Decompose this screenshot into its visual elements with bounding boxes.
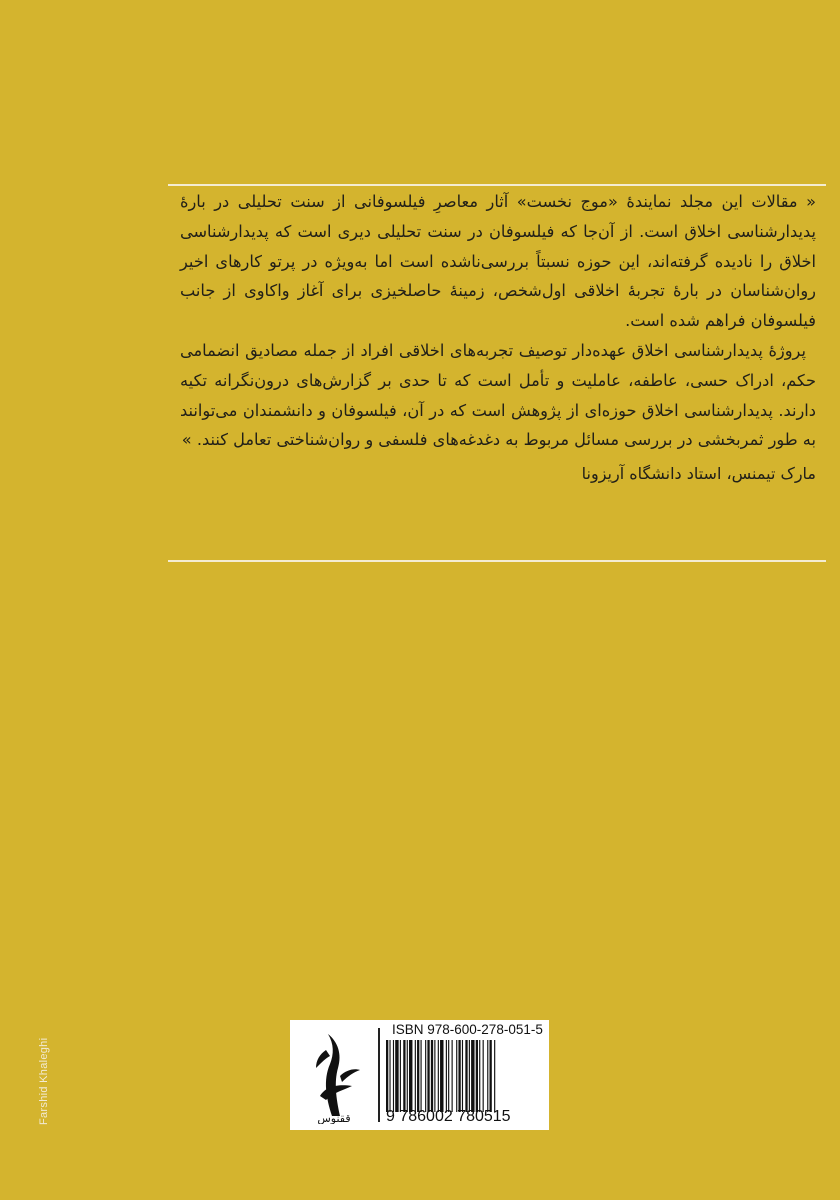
- barcode-bar: [446, 1040, 447, 1112]
- barcode-bar: [465, 1040, 467, 1112]
- barcode-bar: [427, 1040, 429, 1112]
- barcode-bar: [417, 1040, 419, 1112]
- barcode-bar: [476, 1040, 478, 1112]
- barcode-bar: [386, 1040, 388, 1112]
- bird-logo-icon: [296, 1028, 372, 1124]
- barcode-bar: [425, 1040, 426, 1112]
- blurb-paragraph-2: پروژهٔ پدیدارشناسی اخلاق عهده‌دار توصیف تجربه‌های اخلاقی افراد از جمله مصادیق انضمامی حکم، ادراک حسی، عاطفه، عاملیت و تأمل است که تا حدی بر گزارش‌های درون‌نگرانه تکیه دارند. پدیدارشناسی اخلاق حوزه‌ای از پژوهش است که در آن، فیلسوفان و دانشمندان می‌توانند به طور ثمربخشی در بررسی مسائل مربوط به دغدغه‌های فلسفی و روان‌شناختی تعامل کنند. »: [180, 340, 816, 450]
- barcode-bar: [479, 1040, 480, 1112]
- barcode-bar: [393, 1040, 394, 1112]
- designer-credit: Farshid Khaleghi: [38, 1037, 50, 1125]
- barcode-bar: [440, 1040, 443, 1112]
- barcode-bar: [494, 1040, 495, 1112]
- barcode-bar: [462, 1040, 463, 1112]
- bottom-rule: [168, 560, 826, 562]
- blurb-paragraph-1: « مقالات این مجلد نمایندهٔ «موج نخست» آثار معاصرِ فیلسوفانی از سنت تحلیلی در بارهٔ پدیدارشناسی اخلاق است. از آن‌جا که فیلسوفان در سنت تحلیلی دیری است که پدیدارشناسی اخلاق را نادیده گرفته‌اند، این حوزه نسبتاً بررسی‌ناشده است اما به‌ویژه در پرتو کارهای اخیر روان‌شناسان در بارهٔ تجربهٔ اخلاقی اول‌شخص، زمینهٔ حاصلخیزی برای آغاز واکاوی از جانب فیلسوفان فراهم شده است.: [180, 192, 816, 331]
- isbn-text: ISBN 978-600-278-051-5: [392, 1022, 543, 1037]
- barcode-bar: [483, 1040, 484, 1112]
- barcode-bar: [403, 1040, 405, 1112]
- barcode-bar: [458, 1040, 460, 1112]
- isbn-label: [290, 1020, 549, 1130]
- barcode-bar: [490, 1040, 492, 1112]
- barcode-bar: [389, 1040, 390, 1112]
- barcode-bar: [409, 1040, 412, 1112]
- barcode-bar: [400, 1040, 401, 1112]
- logo-divider: [378, 1028, 380, 1122]
- barcode-icon: [386, 1040, 544, 1112]
- barcode-digits: 9 786002 780515: [386, 1108, 511, 1125]
- blurb-author: مارک تیمنس، استاد دانشگاه آریزونا: [581, 464, 816, 484]
- top-rule: [168, 184, 826, 186]
- barcode-bar: [469, 1040, 470, 1112]
- barcode-bar: [407, 1040, 408, 1112]
- barcode-bar: [395, 1040, 398, 1112]
- logo-text: ققنوس: [317, 1112, 351, 1124]
- barcode-bar: [434, 1040, 435, 1112]
- barcode-bar: [448, 1040, 449, 1112]
- barcode-bar: [471, 1040, 474, 1112]
- barcode-bar: [415, 1040, 416, 1112]
- barcode-bar: [431, 1040, 433, 1112]
- barcode-bar: [438, 1040, 439, 1112]
- barcode-bar: [452, 1040, 453, 1112]
- barcode-bar: [456, 1040, 457, 1112]
- back-cover-blurb: [180, 187, 816, 489]
- barcode-bar: [487, 1040, 488, 1112]
- barcode-bar: [421, 1040, 422, 1112]
